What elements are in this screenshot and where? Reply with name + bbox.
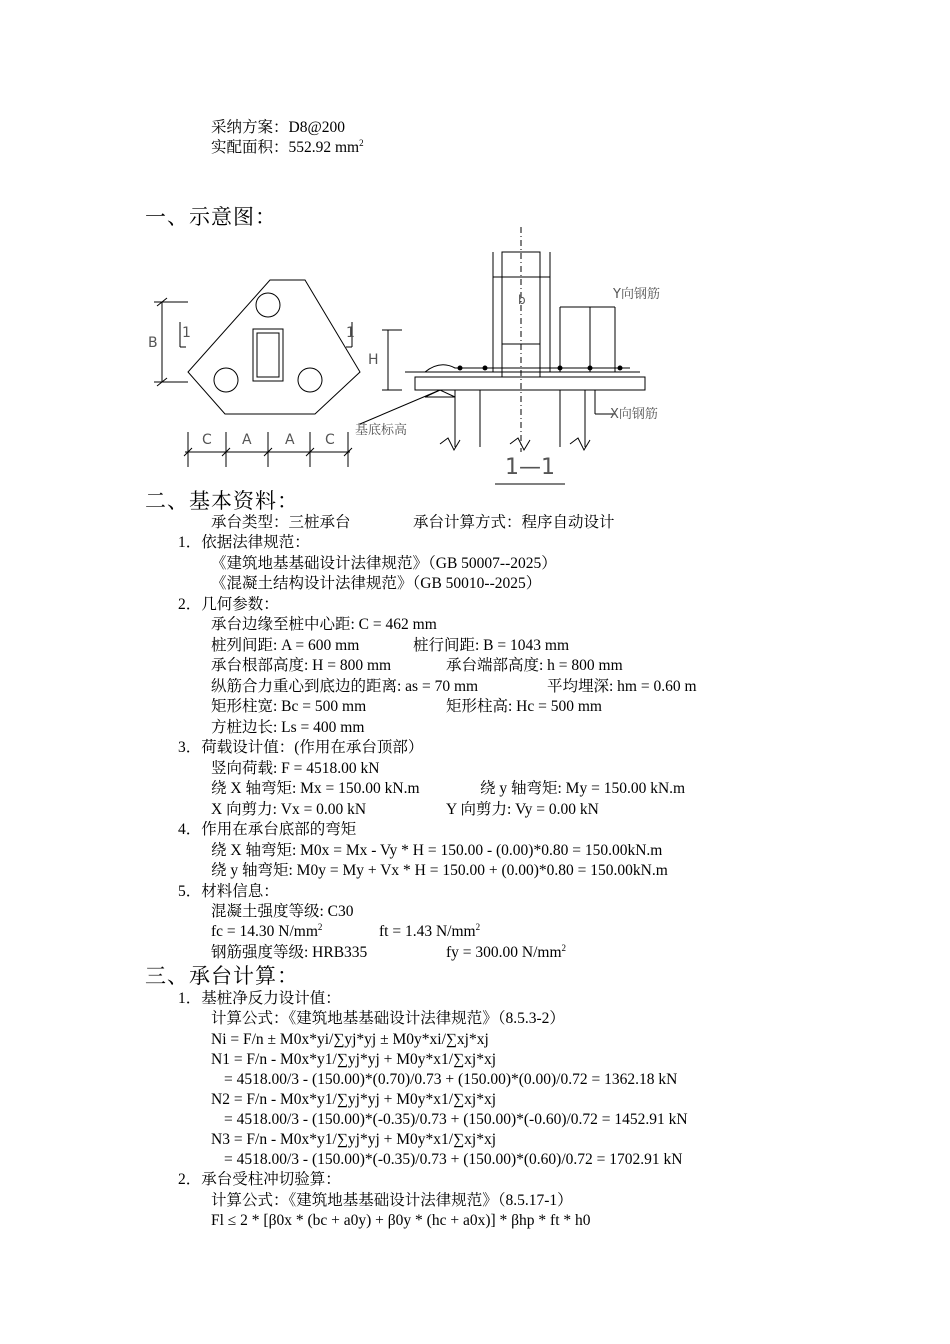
load-Mx: 绕 X 轴弯矩: Mx = 150.00 kN.m: [211, 780, 420, 797]
formula-ref-85171: 计算公式：《建筑地基基础设计法律规范》（8.5.17-1）: [211, 1192, 573, 1209]
formula-Fl: Fl ≤ 2 * [β0x * (bc + a0y) + β0y * (hc + a0x)] * βhp * ft * h0: [211, 1212, 591, 1229]
formula-N2: N2 = F/n - M0x*y1/∑yj*yj + M0y*x1/∑xj*xj: [211, 1091, 497, 1108]
load-My: 绕 y 轴弯矩: My = 150.00 kN.m: [480, 780, 686, 797]
pile-cap-diagram: [140, 222, 680, 492]
value-N3: = 4518.00/3 - (150.00)*(-0.35)/0.73 + (150.00)*(0.60)/0.72 = 1702.91 kN: [224, 1151, 683, 1168]
fig-x-rebar: X向钢筋: [610, 407, 658, 422]
geom-h: 承台端部高度: h = 800 mm: [446, 657, 623, 674]
subheading-pile-reaction: 1．基桩净反力设计值：: [178, 990, 341, 1007]
code-gb50007: 《建筑地基基础设计法律规范》（GB 50007--2025）: [211, 555, 557, 572]
steel-grade: 钢筋强度等级: HRB335: [211, 944, 368, 961]
geom-A: 桩列间距: A = 600 mm: [211, 637, 360, 654]
fig-dim-A2: A: [285, 432, 295, 448]
fig-dim-1a: 1: [182, 325, 191, 341]
subheading-loads: 3．荷载设计值：(作用在承台顶部）: [178, 739, 424, 756]
geom-Hc: 矩形柱高: Hc = 500 mm: [446, 698, 602, 715]
fig-dim-1b: 1: [346, 325, 355, 341]
section-title-basic-data: 二、基本资料：: [145, 489, 299, 513]
adopted-scheme: 采纳方案：D8@200: [211, 119, 345, 136]
fig-dim-A1: A: [242, 432, 252, 448]
moment-M0x: 绕 X 轴弯矩: M0x = Mx - Vy * H = 150.00 - (0.00)*0.80 = 150.00kN.m: [211, 842, 663, 859]
load-Vy: Y 向剪力: Vy = 0.00 kN: [446, 801, 599, 818]
subheading-punching: 2．承台受柱冲切验算：: [178, 1171, 341, 1188]
value-N2: = 4518.00/3 - (150.00)*(-0.35)/0.73 + (150.00)*(-0.60)/0.72 = 1452.91 kN: [224, 1111, 688, 1128]
code-gb50010: 《混凝土结构设计法律规范》（GB 50010--2025）: [211, 575, 542, 592]
formula-Ni: Ni = F/n ± M0x*yi/∑yj*yj ± M0y*xi/∑xj*xj: [211, 1031, 489, 1048]
value-N1: = 4518.00/3 - (150.00)*(0.70)/0.73 + (150.00)*(0.00)/0.72 = 1362.18 kN: [224, 1071, 678, 1088]
subheading-geometry: 2．几何参数：: [178, 596, 279, 613]
fig-dim-C2: C: [325, 432, 335, 448]
section-title-diagram: 一、示意图：: [145, 205, 277, 229]
fig-dim-H: H: [368, 352, 379, 368]
geom-Bc: 矩形柱宽: Bc = 500 mm: [211, 698, 367, 715]
geom-Ls: 方桩边长: Ls = 400 mm: [211, 719, 365, 736]
fig-dim-C1: C: [202, 432, 212, 448]
formula-N3: N3 = F/n - M0x*y1/∑yj*yj + M0y*x1/∑xj*xj: [211, 1131, 497, 1148]
subheading-bottom-moment: 4．作用在承台底部的弯矩: [178, 821, 357, 838]
load-F: 竖向荷载: F = 4518.00 kN: [211, 760, 380, 777]
geom-C: 承台边缘至桩中心距: C = 462 mm: [211, 616, 437, 633]
cap-type: 承台类型：三桩承台: [211, 514, 351, 531]
geom-B: 桩行间距: B = 1043 mm: [413, 637, 569, 654]
subheading-materials: 5．材料信息：: [178, 883, 279, 900]
concrete-grade: 混凝土强度等级: C30: [211, 903, 354, 920]
fy-value: fy = 300.00 $N/mm^2$: [446, 942, 567, 961]
geom-hm: 平均埋深: hm = 0.60 m: [547, 678, 697, 695]
fig-y-rebar: Y向钢筋: [613, 287, 660, 302]
actual-area: 实配面积：552.92 $mm^2$: [211, 137, 364, 156]
formula-ref-8532: 计算公式：《建筑地基基础设计法律规范》（8.5.3-2）: [211, 1010, 565, 1027]
subheading-codes: 1．依据法律规范：: [178, 534, 310, 551]
fig-section-label: 1—1: [505, 455, 555, 480]
formula-N1: N1 = F/n - M0x*y1/∑yj*yj + M0y*x1/∑xj*xj: [211, 1051, 497, 1068]
section-title-calculation: 三、承台计算：: [145, 964, 299, 988]
fig-base-elevation: 基底标高: [355, 423, 408, 438]
moment-M0y: 绕 y 轴弯矩: M0y = My + Vx * H = 150.00 + (0.00)*0.80 = 150.00kN.m: [211, 862, 668, 879]
fig-dim-B: B: [148, 335, 158, 351]
geom-H: 承台根部高度: H = 800 mm: [211, 657, 392, 674]
fig-dim-b: b: [518, 293, 526, 307]
calc-mode: 承台计算方式：程序自动设计: [413, 514, 615, 531]
load-Vx: X 向剪力: Vx = 0.00 kN: [211, 801, 367, 818]
ft-value: ft = 1.43 $N/mm^2$: [379, 921, 481, 940]
geom-as: 纵筋合力重心到底边的距离: as = 70 mm: [211, 678, 479, 695]
fc-value: fc = 14.30 $N/mm^2$: [211, 921, 323, 940]
